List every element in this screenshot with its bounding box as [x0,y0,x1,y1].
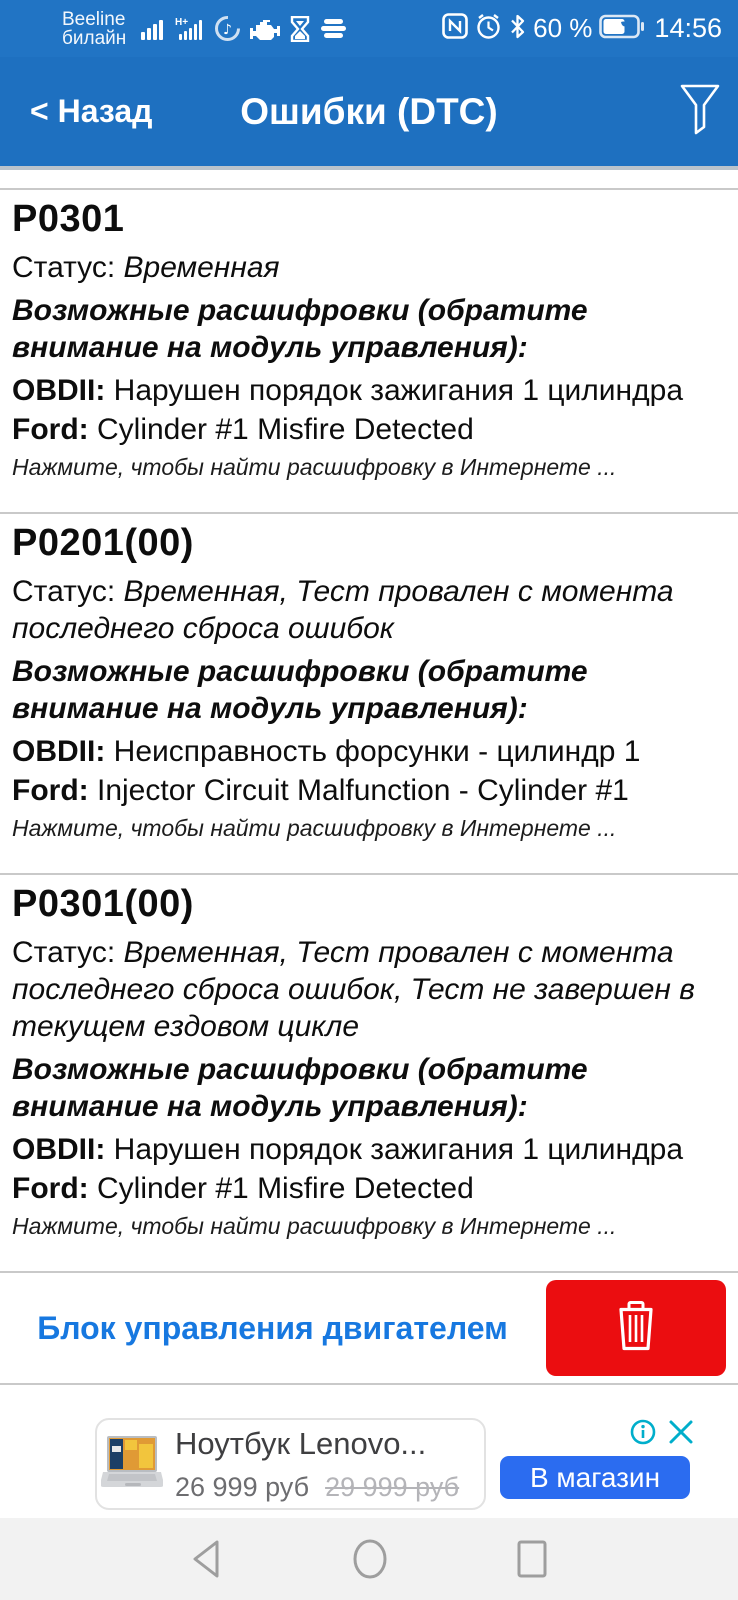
ecu-row [0,1271,738,1385]
obdii-text: Нарушен порядок зажигания 1 цилиндра [113,374,683,407]
lookup-hint[interactable]: Нажмите, чтобы найти расшифровку в Интернете ... [12,1213,617,1239]
status-icons-left [140,15,347,42]
ad-price: 26 999 руб [175,1471,310,1502]
battery-icon [599,14,645,44]
nfc-icon [442,13,468,44]
ford-text: Cylinder #1 Misfire Detected [96,1172,474,1205]
ad-info-icon[interactable] [630,1419,656,1450]
ecu-link[interactable]: Блок управления двигателем [37,1309,508,1346]
ad-title: Ноутбук Lenovo... [175,1425,427,1461]
ad-prices [175,1472,459,1503]
navigation-bar [0,1518,738,1600]
obdii-label: OBDII: [12,374,106,407]
carrier-label: Beeline билайн [62,8,127,49]
engine-icon [250,16,280,42]
dtc-code: P0201(00) [12,522,194,564]
ad-text [175,1426,459,1503]
decode-heading: Возможные расшифровки (обратите внимание на модуль управления): [12,1053,588,1123]
ford-label: Ford: [12,413,89,446]
nav-recents-icon[interactable] [513,1537,551,1581]
status-bar [0,0,738,57]
obdii-text: Нарушен порядок зажигания 1 цилиндра [113,1133,683,1166]
dtc-code: P0301 [12,198,125,240]
signal-hplus-icon [175,16,205,42]
ad-cta-button[interactable]: В магазин [500,1456,690,1499]
signal-bars-icon [140,16,166,42]
obdii-label: OBDII: [12,1133,106,1166]
dtc-item[interactable] [0,188,738,512]
eye-comfort-icon [320,15,347,42]
status-value: Временная [123,251,280,284]
obdii-label: OBDII: [12,735,106,768]
dtc-list [0,170,738,1576]
nav-home-icon[interactable] [349,1536,391,1582]
hourglass-icon [289,16,311,42]
dtc-code: P0301(00) [12,883,194,925]
ad-card[interactable] [95,1418,486,1510]
status-label: Статус: [12,575,116,608]
status-label: Статус: [12,936,116,969]
dtc-item[interactable] [0,873,738,1271]
data-saver-icon [214,15,241,42]
dtc-item[interactable] [0,512,738,873]
lookup-hint[interactable]: Нажмите, чтобы найти расшифровку в Интернете ... [12,815,617,841]
ad-product-image [101,1422,163,1507]
bluetooth-icon [509,13,526,45]
ford-label: Ford: [12,774,89,807]
ford-text: Injector Circuit Malfunction - Cylinder #1 [96,774,629,807]
svg-text:♪: ♪ [223,22,233,38]
ford-text: Cylinder #1 Misfire Detected [96,413,474,446]
back-button[interactable]: < Назад [30,93,153,129]
battery-percent-label: 60 % [533,13,593,43]
ad-banner [0,1385,738,1518]
alarm-icon [475,13,502,45]
content-top-gap [0,170,738,188]
filter-icon[interactable] [678,83,722,140]
clock-label: 14:56 [654,13,722,43]
status-icons-right [442,13,722,45]
page-title: Ошибки (DTC) [240,90,498,132]
ford-label: Ford: [12,1172,89,1205]
trash-icon [615,1301,657,1356]
ad-close-icon[interactable] [668,1419,694,1450]
ad-old-price: 29 999 руб [325,1471,460,1502]
decode-heading: Возможные расшифровки (обратите внимание на модуль управления): [12,655,588,725]
status-label: Статус: [12,251,116,284]
status-value: Временная, Тест провален с момента последнего сброса ошибок, Тест не завершен в текущем ездовом цикле [12,936,695,1043]
nav-back-icon[interactable] [187,1538,227,1580]
lookup-hint[interactable]: Нажмите, чтобы найти расшифровку в Интернете ... [12,454,617,480]
app-header [0,57,738,170]
decode-heading: Возможные расшифровки (обратите внимание на модуль управления): [12,294,588,364]
status-value: Временная, Тест провален с момента последнего сброса ошибок [12,575,674,645]
obdii-text: Неисправность форсунки - цилиндр 1 [113,735,641,768]
ad-controls [630,1419,694,1450]
delete-button[interactable] [546,1280,726,1376]
svg-text:H+: H+ [175,16,189,28]
